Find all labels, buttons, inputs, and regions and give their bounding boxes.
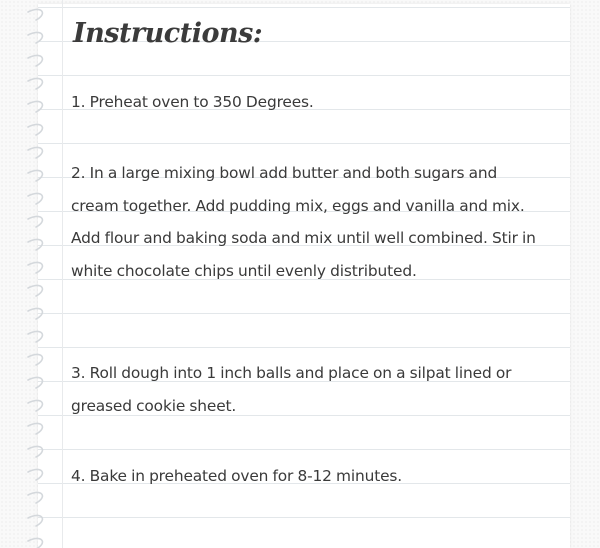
spiral-ring [28, 285, 42, 296]
spiral-ring [28, 515, 42, 526]
instruction-step-1: 1. Preheat oven to 350 Degrees. [71, 93, 314, 111]
spiral-ring [28, 354, 42, 365]
spiral-ring [28, 170, 42, 181]
instruction-step-4: 4. Bake in preheated oven for 8-12 minutes. [71, 467, 403, 485]
spiral-ring [28, 147, 42, 158]
spiral-ring [28, 262, 42, 273]
spiral-ring [28, 9, 42, 20]
spiral-ring [28, 101, 42, 112]
spiral-ring [28, 308, 42, 319]
spiral-ring [28, 492, 42, 503]
margin-line [62, 0, 63, 548]
spiral-ring [28, 216, 42, 227]
instruction-step-3: 3. Roll dough into 1 inch balls and place on a silpat lined or greased cookie sheet. [71, 364, 512, 415]
spiral-ring [28, 32, 42, 43]
instructions-heading: Instructions: [73, 18, 263, 49]
spiral-binding-icon [24, 0, 50, 548]
spiral-ring [28, 469, 42, 480]
instruction-step-2: 2. In a large mixing bowl add butter and both sugars and cream together. Add pudding mix, eggs and vanilla and mix. Add flour and baking soda and mix until well combined. Stir in white chocolate chips until evenly distributed. [71, 164, 536, 280]
spiral-ring [28, 239, 42, 250]
spiral-ring [28, 538, 42, 548]
spiral-ring [28, 423, 42, 434]
spiral-ring [28, 400, 42, 411]
spiral-ring [28, 78, 42, 89]
spiral-ring [28, 124, 42, 135]
spiral-ring [28, 446, 42, 457]
spiral-ring [28, 377, 42, 388]
spiral-ring [28, 331, 42, 342]
spiral-ring [28, 193, 42, 204]
spiral-ring [28, 55, 42, 66]
